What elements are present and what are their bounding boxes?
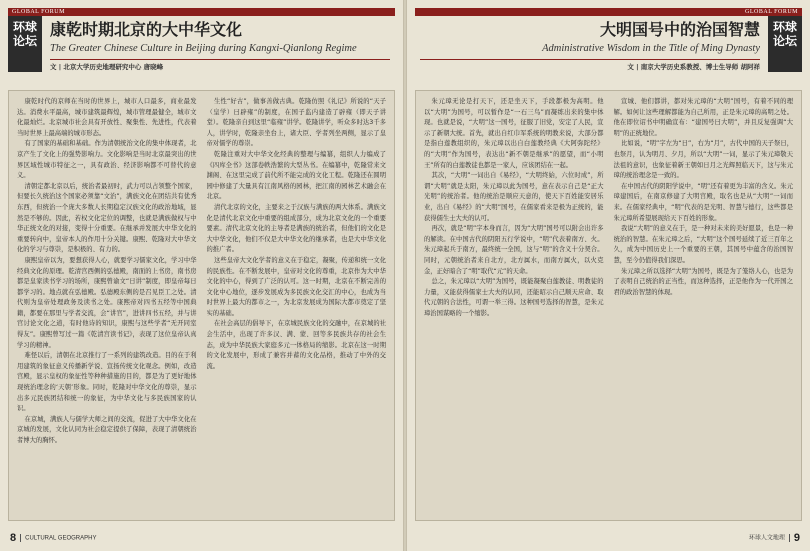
text-column [424,97,604,514]
article-title: 康乾时期北京的大中华文化 [50,20,243,39]
footer-text: 环球人文地理 [748,535,785,542]
paragraph: 宣城、他们都讲，都对朱元璋的“大明”国号，有着不同的理解。如何让这些理解都能为自己所用，正是朱元璋的高明之处。他在即位诏书中明确宣布：“建国号曰大明”，并且反复强调“大明”的正统地位。 [613,98,793,137]
paragraph: 乾隆注重对大中华文化经典的整理与编纂，组织人力编成了《四库全书》这部卷帙浩繁的大型丛书。在编纂中，乾隆常来文渊阁、在这里完成了前代所不能完成的文化工程。乾隆还在圆明园中修建了大量具有江南风格的园林，把江南的园林艺术融会在北京。 [206,150,386,201]
article-body [8,90,395,521]
paragraph: 在京城，满族人与儒学大师之间的交流，促进了大中华文化在京城的发展，文化认同为社会稳定提供了保障，表现了清朝统治者博大的胸怀。 [17,415,197,444]
left-page [0,0,403,551]
paragraph: 我说“大明”的意义在于，是一种对未来的美好愿景，也是一种统治的智慧。在朱元璋之后，“大明”这个国号延续了近三百年之久，成为中国历史上一个重要的王朝，其国号中蕴含的治国智慧，至今仍值得我们深思。 [613,225,793,264]
header-band [415,8,802,16]
page-number: 8 [10,532,17,544]
right-page [407,0,810,551]
paragraph: 这些皇帝大文化学者的意义在于稳定，凝聚，传递和统一文化的民族性。在不断发展中，皇帝对文化的尊重，北京作为大中华文化的中心，得到了广泛的认可。这一时期，北京在不断完善的文化中心地位，逐步发展成为多民族文化交汇的中心，也成为当时世界上最大的都市之一，为北京发展成为国际大都市奠定了坚实的基础。 [206,256,386,317]
paragraph: 在中国古代的阴阳学说中，“明”还有着更为丰富的含义。朱元璋建国后，在南京修建了大明宫殿，取名也是从“大明”一词而来。在儒家经典中，“明”代表的是光明、智慧与德行，这些都是朱元璋所希望展现给天下百姓的形象。 [613,182,793,222]
title-rule [420,59,760,60]
footer-text: CULTURAL GEOGRAPHY [25,535,97,542]
page-footer [749,531,800,545]
paragraph: 其次，“大明”一词出自《易经》，“大明终始，六位时成”，所谓“大明”就是太阳，朱元璋以此为国号，意在表示自己是“正大光明”的统治者。他的统治是顺应天意的，使天下百姓能安居乐业，出自《易经》的“大明”国号，在儒家看来是极为正统的，能获得儒生士大夫的认可。 [424,172,604,222]
paragraph: 生性“好古”，做事善做古典。乾隆仿照《礼记》所说的“天子（皇学）曰辟雍”的制度，在国子监内建造了辟雍（即天子讲堂）。乾隆亲自到这里“临雍”讲学。乾隆讲学，听众多时达3千多人，讲学时，乾隆亲坐台上，诸大臣、学者列坐两侧，显示了皇帝对儒学的尊崇。 [206,98,386,148]
page-number: 9 [793,532,800,544]
column-tag: 环球论坛 [8,16,42,72]
paragraph: 朱元璋无论是打天下，还是坐天下，手段都极为高明。他以“大明”为国号，可以暂作是“一石三鸟”而凝练出来的集中体现。也就是说，“大明”这一国号，征服了旧党，安定了人民，宣示了新朝大统。首先，就出自红巾军系统的明教来说，大部分都是指白莲教组织的，朱元璋以出自白莲教经典《大阿弥陀经》的“大明”作为国号，表达出“新不朝是继承”的愿望，而“小明王”所有的白莲教徒也都是一家人，应该团结在一起。 [424,98,604,169]
band-label: GLOBAL FORUM [12,9,65,15]
author-line: 文 | 北京大学历史地理研究中心 唐晓峰 [50,63,164,71]
text-column [207,97,387,514]
paragraph: 康熙皇帝以为，要想获得人心，就要学习儒家文化，学习中华经典文化的原理。乾清宫西侧的弘德殿，南面的上书房，南书房都是皇家读书学习的场所，康熙曾谕文“日讲”制度，即皇帝每日都学习的。地点就在弘德殿。弘德殿东侧的是召见臣工之处。清代则为皇帝处理政务及读书之处。康熙帝对四书五经等中国典籍，都要在那里与学者交流，会“讲官”，进讲四书五经，并与讲官讨论文化之道，有时他诗的知识，康熙与这些学者“无开同室得友”。康熙曾写过一篇《乾清宫读书记》，表现了这位皇帝认真学习的精神。 [17,256,197,349]
author-line: 文 | 南京大学历史系教授、博士生导师 胡阿祥 [627,63,760,71]
title-area [420,20,760,72]
text-column [614,97,794,514]
paragraph: 清朝定都北京以后，统治者最初时，武力可以占领整个国家，但要长久统治这个国家必须靠“文治”，满族文化在团结共有优秀东西，但统治一个庞大多数人长期稳定汉族文化的政治地域，显然是不够的。因此，若权文化定位的调整，也就是满族做权与中华正统文化的对接，变得十分重要。在继承并发展大中华文化的重要转向中，皇帝本人的作用十分关键。康熙、乾隆对大中华文化的学习与尊崇，是积极的、有力的。 [17,182,197,254]
paragraph: 比如说，“明”字左为“日”，右为“月”，古代中国的天子祭日，也祭月，认为明月、夕月，所以“大明”一词，显示了朱元璋敬天法祖的意识，也象征着新王朝如日月之光辉照临天下，这与朱元璋的统治理念是一致的。 [613,140,793,180]
text-columns [424,97,793,514]
text-columns [17,97,386,514]
band-label: GLOBAL FORUM [745,9,798,15]
title-rule [50,59,390,60]
title-area [50,20,390,72]
article-body [415,90,802,521]
footer-separator [789,534,790,542]
paragraph: 康乾时代的京师在当时的世界上，城市人口最多，商业最发达。消费水平最高，城市建筑最辉煌，城市管理最健全，城市文化最灿烂。北京城市社会具有开放性、聚集性、先进性，代表着当时世界上最高端的城市形态。 [17,98,197,137]
paragraph: 朱元璋之所以选择“大明”为国号，既是为了笼络人心，也是为了表明自己统治的正当性，而这种选择，正是他作为一代开国之君的政治智慧的体现。 [613,267,793,296]
text-column [17,97,197,514]
paragraph: 难怪以后，清朝在北京推行了一系列的建筑改造。目的在于利用建筑的象征意义传播新学说、宣扬传统文化观念。例如，改造宫殿，显示皇权的象征性等种种措施的目的，都是为了更好地体现统治理念的‘天朝’形象。同时，乾隆对中华文化的尊崇，显示出多元民族团结和统一的象征，为中华文化与多民族国家的认识。 [17,352,197,413]
footer-separator [20,534,21,542]
column-tag: 环球论坛 [768,16,802,72]
article-title-english: Administrative Wisdom in the Title of Ming Dynasty [542,43,760,54]
article-title-english: The Greater Chinese Culture in Beijing during Kangxi-Qianlong Regime [50,43,357,54]
paragraph: 在社会高层的倡导下，在京城民族文化的交融中，在京城的社会生活中，出现了许多汉、满、蒙、回等多民族共存的社会生态，成为中华民族大家庭多元一体格局的缩影。北京在这一时期的文化发展中，形成了兼容并蓄的文化品格，推动了中外的交流。 [206,320,386,370]
page-footer [10,531,96,545]
paragraph: 总之，朱元璋以“大明”为国号，既能凝聚白莲教徒、明教徒的力量，又能获得儒家士大夫的认同，还能昭示自己顺天应命、取代元朝的合法性，可谓一举三得。这种国号选择的智慧，是朱元璋治国谋略的一个缩影。 [424,278,604,317]
article-title: 大明国号中的治国智慧 [599,20,760,39]
header-band [8,8,395,16]
paragraph: 再次，就是“明”字本身而言，因为“大明”国号可以附会出许多的解读。在中国古代的阴阳五行学说中，“明”代表着南方、火。朱元璋起兵于南方，最终统一全国，这与“明”的含义十分契合。同时，元朝统治者来自北方，北方属水，而南方属火，以火克金，正好暗合了“明”取代“元”的天命。 [424,225,604,275]
paragraph: 清代北京的文化，主要来之于汉族与满族的两大体系。满族文化是清代北京文化中重要的组成部分，成为北京文化的一个重要要素。清代北京文化的主导者是满族的统治者，但他们的文化是大中华文化，他们不仅是大中华文化的继承者，也是大中华文化的推广者。 [206,203,386,254]
paragraph: 有了国家的基础和基础。作为清朝统治文化的集中体现者，北京产生了文化上的强势影响力。文化影响是当时北京最突出的世界区域性城市特征之一，具有政治、经济影响都不可替代的意义。 [17,140,197,180]
